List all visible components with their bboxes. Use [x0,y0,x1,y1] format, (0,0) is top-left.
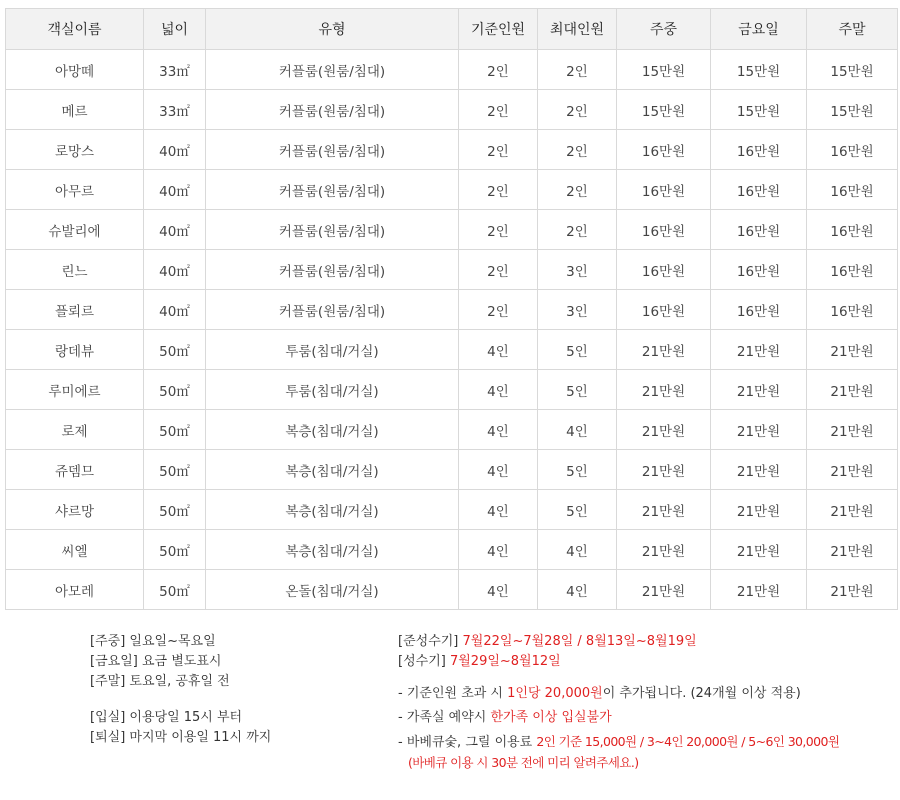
peak-label: [성수기] [398,654,446,669]
table-row [6,450,898,490]
table-cell: 플뢰르 [6,290,144,330]
table-cell: 4인 [459,490,538,530]
table-cell: 50㎡ [144,490,206,530]
table-cell: 2인 [459,130,538,170]
table-cell: 21만원 [711,530,807,570]
table-cell: 커플룸(원룸/침대) [206,250,459,290]
table-cell: 16만원 [617,250,711,290]
peak-dates: 7월29일~8월12일 [449,654,561,669]
table-cell: 50㎡ [144,410,206,450]
note-friday: [금요일] 요금 별도표시 [90,654,222,669]
table-cell: 16만원 [617,130,711,170]
table-cell: 16만원 [711,290,807,330]
table-cell: 21만원 [711,450,807,490]
spacer [398,672,839,684]
table-cell: 온돌(침대/거실) [206,570,459,610]
table-cell: 40㎡ [144,210,206,250]
table-cell: 16만원 [807,130,898,170]
table-cell: 아망떼 [6,50,144,90]
table-cell: 16만원 [807,290,898,330]
extra-person-fee: 1인당 20,000원 [507,686,603,701]
extra-person-text-end: 이 추가됩니다. (24개월 이상 적용) [602,686,801,701]
table-cell: 2인 [538,90,617,130]
table-cell: 16만원 [617,210,711,250]
table-cell: 샤르망 [6,490,144,530]
table-cell: 5인 [538,330,617,370]
table-cell: 복층(침대/거실) [206,530,459,570]
column-header: 주말 [807,9,898,50]
table-cell: 40㎡ [144,170,206,210]
column-header: 금요일 [711,9,807,50]
table-cell: 4인 [459,330,538,370]
table-row [6,90,898,130]
table-cell: 4인 [459,410,538,450]
table-row [6,570,898,610]
table-cell: 4인 [459,570,538,610]
bbq-fee: 2인 기준 15,000원 / 3~4인 20,000원 / 5~6인 30,000원 [536,734,840,749]
table-cell: 50㎡ [144,530,206,570]
table-cell: 16만원 [711,130,807,170]
note-weekend: [주말] 토요일, 공휴일 전 [90,674,230,689]
table-cell: 21만원 [807,330,898,370]
table-cell: 16만원 [807,210,898,250]
table-cell: 복층(침대/거실) [206,410,459,450]
table-cell: 커플룸(원룸/침대) [206,90,459,130]
table-cell: 4인 [459,450,538,490]
table-cell: 16만원 [711,170,807,210]
table-cell: 메르 [6,90,144,130]
column-header: 주중 [617,9,711,50]
bbq-note: (바베큐 이용 시 30분 전에 미리 알려주세요.) [408,755,639,770]
note-checkout: [퇴실] 마지막 이용일 11시 까지 [90,730,272,745]
table-cell: 로망스 [6,130,144,170]
table-cell: 16만원 [711,250,807,290]
table-cell: 16만원 [807,250,898,290]
table-cell: 루미에르 [6,370,144,410]
table-cell: 50㎡ [144,570,206,610]
family-room-warning: 한가족 이상 입실불가 [490,710,612,725]
table-cell: 15만원 [711,50,807,90]
table-cell: 21만원 [807,570,898,610]
table-cell: 2인 [459,210,538,250]
table-cell: 린느 [6,250,144,290]
table-cell: 커플룸(원룸/침대) [206,210,459,250]
table-cell: 21만원 [617,450,711,490]
table-cell: 15만원 [807,90,898,130]
note-extra-person [398,684,839,704]
table-cell: 복층(침대/거실) [206,450,459,490]
table-cell: 21만원 [711,370,807,410]
table-cell: 아모레 [6,570,144,610]
table-cell: 40㎡ [144,290,206,330]
note-family-room [398,708,839,728]
column-header: 넓이 [144,9,206,50]
table-cell: 로제 [6,410,144,450]
note-weekday: [주중] 일요일~목요일 [90,634,216,649]
table-cell: 투룸(침대/거실) [206,370,459,410]
table-cell: 15만원 [807,50,898,90]
table-cell: 랑데뷰 [6,330,144,370]
table-cell: 21만원 [617,530,711,570]
table-cell: 4인 [459,530,538,570]
semi-peak-label: [준성수기] [398,634,459,649]
table-cell: 16만원 [711,210,807,250]
table-cell: 아무르 [6,170,144,210]
table-cell: 2인 [459,170,538,210]
note-checkin: [입실] 이용당일 15시 부터 [90,710,243,725]
table-cell: 21만원 [807,450,898,490]
table-cell: 씨엘 [6,530,144,570]
table-header-row [6,9,898,50]
table-row [6,210,898,250]
table-cell: 복층(침대/거실) [206,490,459,530]
table-cell: 커플룸(원룸/침대) [206,170,459,210]
note-bbq [398,732,839,753]
table-cell: 5인 [538,450,617,490]
column-header: 최대인원 [538,9,617,50]
table-cell: 16만원 [617,290,711,330]
table-row [6,170,898,210]
table-row [6,490,898,530]
table-cell: 21만원 [617,410,711,450]
table-cell: 2인 [538,210,617,250]
note-peak [398,652,839,672]
bbq-text: - 바베큐숯, 그릴 이용료 [398,735,537,750]
table-cell: 16만원 [807,170,898,210]
table-row [6,250,898,290]
table-cell: 33㎡ [144,90,206,130]
table-cell: 21만원 [711,570,807,610]
notes-left [90,632,271,748]
table-cell: 2인 [538,170,617,210]
extra-person-text: - 기준인원 초과 시 [398,686,508,701]
table-cell: 21만원 [617,570,711,610]
table-cell: 2인 [459,50,538,90]
table-cell: 2인 [459,290,538,330]
column-header: 유형 [206,9,459,50]
table-cell: 21만원 [711,330,807,370]
table-body [6,50,898,610]
table-cell: 40㎡ [144,250,206,290]
table-cell: 4인 [459,370,538,410]
table-cell: 쥬뎀므 [6,450,144,490]
table-row [6,410,898,450]
table-cell: 3인 [538,290,617,330]
table-cell: 21만원 [711,410,807,450]
table-row [6,330,898,370]
table-cell: 2인 [538,130,617,170]
notes-right [398,632,839,773]
table-cell: 21만원 [617,490,711,530]
table-cell: 커플룸(원룸/침대) [206,50,459,90]
table-cell: 33㎡ [144,50,206,90]
table-cell: 5인 [538,370,617,410]
table-cell: 커플룸(원룸/침대) [206,290,459,330]
table-row [6,130,898,170]
table-cell: 커플룸(원룸/침대) [206,130,459,170]
table-row [6,290,898,330]
table-cell: 투룸(침대/거실) [206,330,459,370]
table-cell: 15만원 [617,90,711,130]
column-header: 기준인원 [459,9,538,50]
table-cell: 21만원 [711,490,807,530]
table-cell: 16만원 [617,170,711,210]
table-cell: 15만원 [617,50,711,90]
table-cell: 21만원 [807,370,898,410]
note-semi-peak [398,632,839,652]
table-row [6,370,898,410]
table-cell: 2인 [538,50,617,90]
table-cell: 4인 [538,570,617,610]
table-row [6,50,898,90]
table-cell: 50㎡ [144,370,206,410]
table-cell: 3인 [538,250,617,290]
table-cell: 5인 [538,490,617,530]
table-row [6,530,898,570]
table-cell: 50㎡ [144,330,206,370]
table-cell: 슈발리에 [6,210,144,250]
table-cell: 2인 [459,90,538,130]
table-cell: 21만원 [807,490,898,530]
table-cell: 2인 [459,250,538,290]
semi-peak-dates: 7월22일~7월28일 / 8월13일~8월19일 [462,634,697,649]
table-cell: 50㎡ [144,450,206,490]
table-cell: 21만원 [807,410,898,450]
table-cell: 15만원 [711,90,807,130]
family-room-text: - 가족실 예약시 [398,710,491,725]
room-rate-table [5,8,898,610]
table-cell: 4인 [538,410,617,450]
table-cell: 40㎡ [144,130,206,170]
table-cell: 21만원 [807,530,898,570]
table-cell: 21만원 [617,370,711,410]
table-cell: 21만원 [617,330,711,370]
table-cell: 4인 [538,530,617,570]
column-header: 객실이름 [6,9,144,50]
spacer [90,692,271,708]
